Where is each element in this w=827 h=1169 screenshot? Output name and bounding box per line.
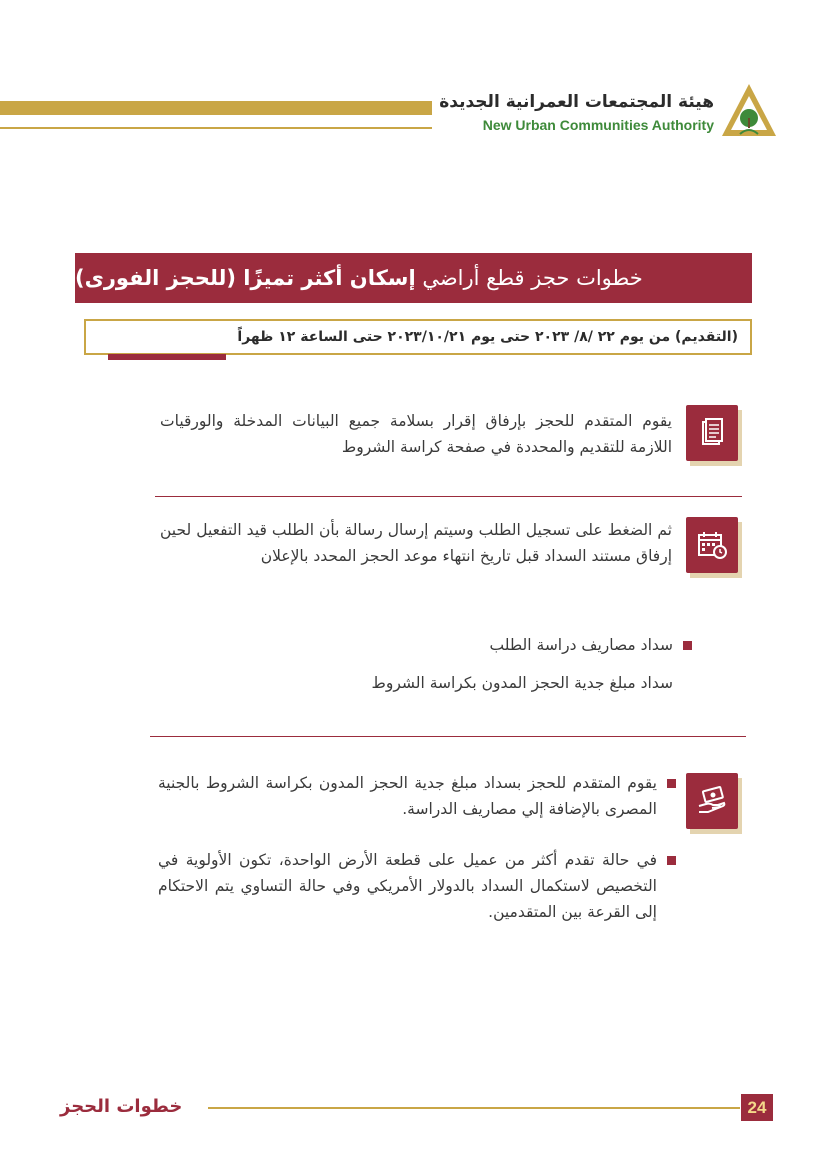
header-gold-bar — [0, 101, 432, 115]
dates-accent-bar — [108, 354, 226, 360]
payment-bullet-2 — [158, 847, 676, 925]
step2-text: ثم الضغط على تسجيل الطلب وسيتم إرسال رسالة بأن الطلب قيد التفعيل لحين إرفاق مستند السداد قبل تاريخ انتهاء موعد الحجز المحدد بالإعلان — [160, 521, 672, 565]
separator — [150, 736, 746, 737]
application-dates-box — [84, 319, 752, 355]
payment-bullet-2-text: في حالة تقدم أكثر من عميل على قطعة الأرض الواحدة، تكون الأولوية في التخصيص لاستكمال السداد بالدولار الأمريكي وفي حالة التساوي يتم الاحتكام إلى القرعة بين المتقدمين. — [158, 851, 657, 921]
application-dates-text: (التقديم) من يوم ٢٢ /٨/ ٢٠٢٣ حتى يوم ٢٠٢٣/١٠/٢١ حتى الساعة ١٢ ظهراً — [237, 329, 738, 345]
step2-icon-box — [686, 517, 738, 573]
org-name-english: New Urban Communities Authority — [482, 117, 714, 133]
payment-icon-box — [686, 773, 738, 829]
page-title-banner — [75, 253, 752, 303]
footer-gold-line — [208, 1107, 740, 1109]
title-highlight: إسكان أكثر تميزًا (للحجز الفورى) — [75, 266, 416, 290]
nuca-logo-icon — [720, 82, 778, 140]
org-name-arabic: هيئة المجتمعات العمرانية الجديدة — [439, 92, 714, 112]
payment-bullet-1-text: يقوم المتقدم للحجز بسداد مبلغ جدية الحجز المدون بكراسة الشروط بالجنية المصرى بالإضافة إلي مصاريف الدراسة. — [158, 774, 657, 818]
page-number: 24 — [741, 1094, 773, 1121]
fees-bullet-text: سداد مصاريف دراسة الطلب — [489, 636, 673, 654]
footer-section-title: خطوات الحجز — [60, 1096, 183, 1117]
header-gold-line — [0, 127, 432, 129]
bullet-square-icon — [667, 856, 676, 865]
payment-bullet-1 — [158, 770, 676, 822]
step1-icon-box — [686, 405, 738, 461]
title-prefix: خطوات حجز قطع أراضي — [415, 266, 643, 290]
document-icon — [696, 417, 728, 449]
bullet-square-icon — [683, 641, 692, 650]
money-hand-icon — [696, 785, 728, 817]
calendar-clock-icon — [696, 529, 728, 561]
bullet-square-icon — [667, 779, 676, 788]
fees-bullet-item — [350, 632, 692, 658]
fees-line-text: سداد مبلغ جدية الحجز المدون بكراسة الشروط — [371, 674, 673, 692]
separator — [155, 496, 742, 497]
step1-text: يقوم المتقدم للحجز بإرفاق إقرار بسلامة جميع البيانات المدخلة والورقيات اللازمة للتقديم والمحددة في صفحة كراسة الشروط — [160, 412, 672, 456]
